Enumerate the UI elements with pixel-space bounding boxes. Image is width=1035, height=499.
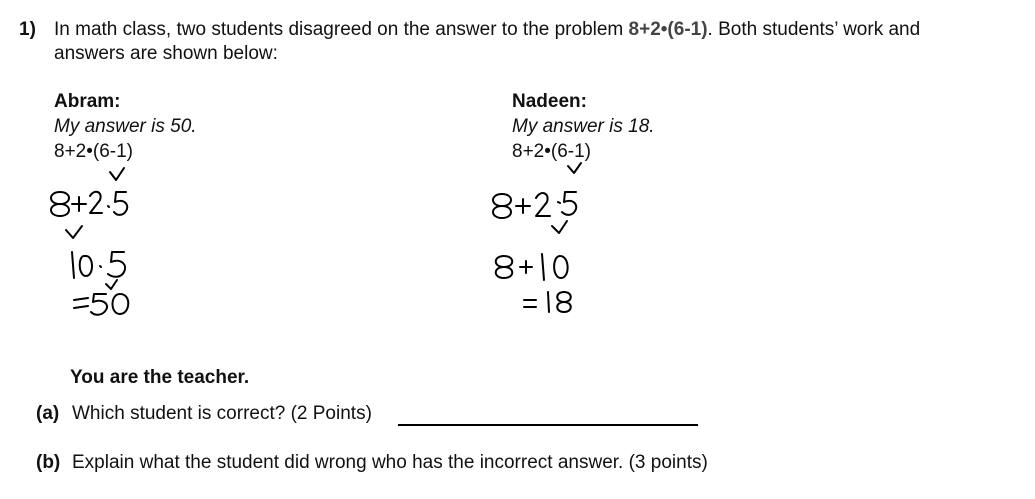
handwritten-step-2 — [72, 252, 125, 278]
question-text-after: . Both students’ work and — [707, 19, 921, 40]
handwritten-step-3 — [524, 292, 571, 312]
answer-blank-line[interactable] — [398, 424, 698, 426]
question-text — [54, 19, 920, 41]
handwritten-step-1 — [493, 192, 576, 218]
check-mark — [568, 163, 581, 173]
check-mark — [552, 221, 567, 233]
student-expression-abram: 8+2•(6-1) — [54, 141, 133, 162]
student-expression-nadeen: 8+2•(6-1) — [512, 141, 591, 162]
handwritten-step-2 — [496, 254, 568, 280]
student-name-nadeen: Nadeen: — [512, 91, 587, 112]
student-claim-abram: My answer is 50. — [54, 116, 197, 137]
part-b-label: (b) — [36, 452, 61, 473]
student-claim-nadeen: My answer is 18. — [512, 116, 655, 137]
problem-expression: 8+2•(6-1) — [628, 19, 708, 40]
handwritten-step-3 — [74, 294, 128, 315]
student-name-abram: Abram: — [54, 91, 121, 112]
question-text-line2: answers are shown below: — [54, 43, 278, 64]
part-a-label: (a) — [36, 403, 60, 424]
handwritten-work-nadeen — [480, 160, 600, 320]
question-text-before: In math class, two students disagreed on the answer to the problem — [54, 19, 624, 40]
check-mark — [66, 226, 82, 238]
handwritten-work-abram — [40, 160, 160, 320]
handwritten-step-1 — [51, 192, 127, 216]
question-number: 1) — [19, 19, 36, 40]
teacher-prompt: You are the teacher. — [70, 367, 250, 388]
check-mark — [106, 280, 117, 289]
part-b-text: Explain what the student did wrong who has the incorrect answer. (3 points) — [72, 452, 708, 473]
part-a-text: Which student is correct? (2 Points) — [72, 403, 372, 424]
check-mark — [110, 168, 124, 180]
